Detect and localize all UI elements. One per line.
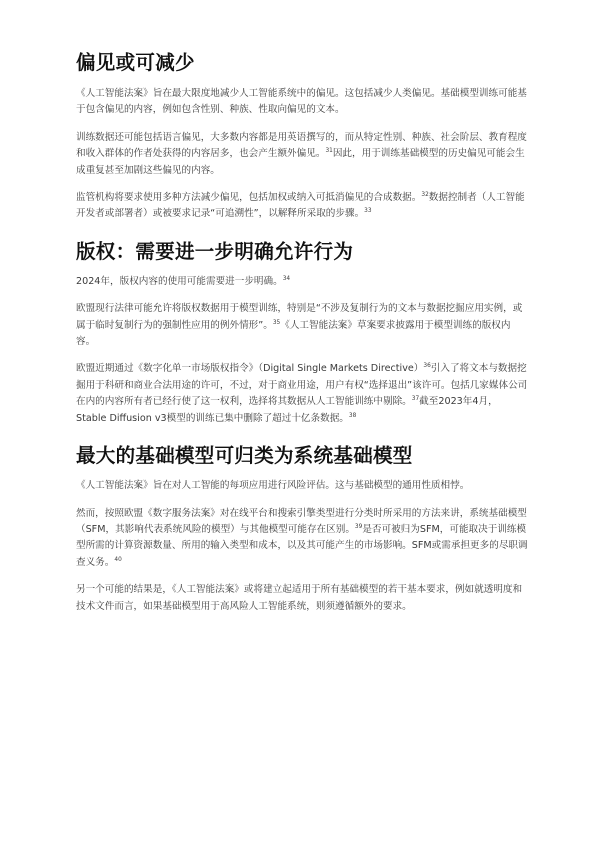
paragraph: 欧盟近期通过《数字化单一市场版权指令》（Digital Single Markets Directive）$^{36}$引入了将文本与数据挖掘用于科研和商业合法用途的许可，不过，对于商业用途，用户有权“选择退出”该许可。包括几家媒体公司在内的内容所有者已经行使了这一权利，选择将其数据从人工智能训练中剔除。$^{37}$截至2023年4月，Stable Diffusion v3模型的训练已集中删除了超过十亿条数据。$^{38}$ bbox=[76, 363, 528, 424]
section-heading-copyright: 版权：需要进一步明确允许行为 bbox=[76, 239, 354, 263]
footnote-ref: 31 bbox=[325, 148, 333, 155]
paragraph: 监管机构将要求使用多种方法减少偏见，包括加权或纳入可抵消偏见的合成数据。$^{32}$数据控制者（人工智能开发者或部署者）或被要求记录“可追溯性”，以解释所采取的步骤。$^{33}$ bbox=[76, 192, 525, 220]
footnote-ref: 33 bbox=[364, 208, 372, 215]
footnote-ref: 34 bbox=[282, 275, 291, 282]
footnote-ref: 40 bbox=[114, 556, 122, 563]
paragraph: 《人工智能法案》旨在最大限度地减少人工智能系统中的偏见。这包括减少人类偏见。基础模型训练可能基于包含偏见的内容，例如包含性别、种族、性取向偏见的文本。 bbox=[76, 88, 527, 116]
paragraph: 《人工智能法案》旨在对人工智能的每项应用进行风险评估。这与基础模型的通用性质相悖。 bbox=[76, 480, 470, 492]
footnote-ref: 39 bbox=[354, 523, 363, 530]
footnote-ref: 37 bbox=[411, 396, 420, 403]
paragraph: 欧盟现行法律可能允许将版权数据用于模型训练，特别是“不涉及复制行为的文本与数据挖掘应用实例，或属于临时复制行为的强制性应用的例外情形”。$^{35}$《人工智能法案》草案要求披露用于模型训练的版权内容。 bbox=[76, 303, 523, 348]
section-heading-systemic-models: 最大的基础模型可归类为系统基础模型 bbox=[76, 444, 413, 468]
paragraph: 另一个可能的结果是，《人工智能法案》或将建立起适用于所有基础模型的若干基本要求，例如就透明度和技术文件而言，如果基础模型用于高风险人工智能系统，则须遵循额外的要求。 bbox=[76, 584, 523, 612]
paragraph: 然而，按照欧盟《数字服务法案》对在线平台和搜索引擎类型进行分类时所采用的方法来讲，系统基础模型（SFM，其影响代表系统风险的模型）与其他模型可能存在区别。$^{39}$是否可被归为SFM，可能取决于训练模型所需的计算资源数量、所用的输入类型和成本，以及其可能产生的市场影响。SFM或需承担更多的尽职调查义务。$^{40}$ bbox=[76, 507, 528, 568]
paragraph: 2024年，版权内容的使用可能需要进一步明确。$^{34}$ bbox=[76, 275, 291, 287]
paragraph: 训练数据还可能包括语言偏见，大多数内容都是用英语撰写的，而从特定性别、种族、社会阶层、教育程度和收入群体的作者处获得的内容居多，也会产生额外偏见。$^{31}$因此，用于训练基础模型的历史偏见可能会生成重复甚至加剧这些偏见的内容。 bbox=[76, 131, 527, 176]
footnote-ref: 36 bbox=[423, 363, 431, 370]
document-page bbox=[76, 50, 528, 615]
footnote-ref: 35 bbox=[272, 319, 281, 326]
footnote-ref: 38 bbox=[348, 412, 357, 419]
section-heading-bias: 偏见或可减少 bbox=[76, 51, 195, 74]
footnote-ref: 32 bbox=[421, 192, 429, 199]
